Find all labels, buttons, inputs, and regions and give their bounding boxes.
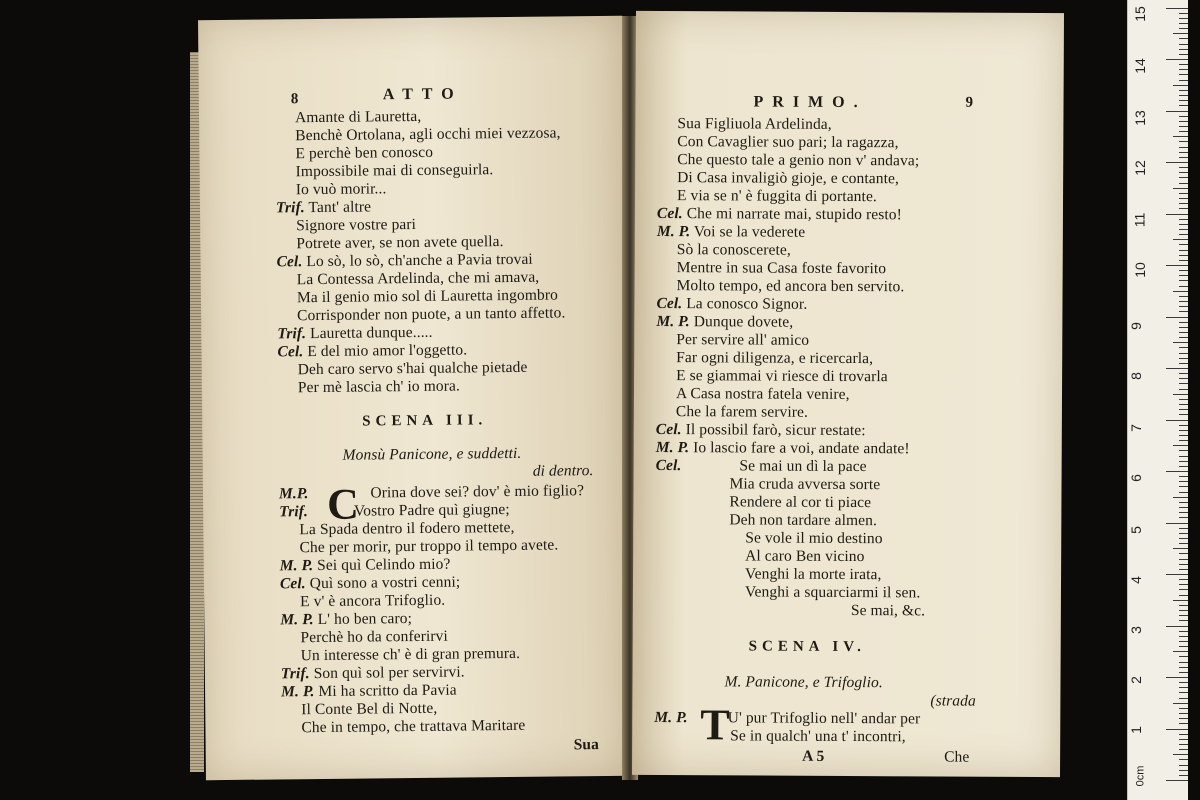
ruler-tick <box>1179 440 1188 441</box>
ruler-tick <box>1179 363 1188 364</box>
ruler-tick <box>1179 579 1188 580</box>
ruler-tick <box>1179 353 1188 354</box>
ruler-tick <box>1179 569 1188 570</box>
ruler-tick <box>1173 754 1188 755</box>
ruler-tick <box>1179 425 1188 426</box>
scene-title: SCENA III. <box>362 412 488 430</box>
ruler-tick <box>1166 162 1188 163</box>
ruler-tick <box>1179 636 1188 637</box>
ruler-tick <box>1179 584 1188 585</box>
ruler-tick <box>1179 358 1188 359</box>
ruler-tick <box>1179 620 1188 621</box>
ruler-tick <box>1179 646 1188 647</box>
ruler-label: 3 <box>1127 626 1144 634</box>
ruler-tick <box>1179 486 1188 487</box>
ruler-tick <box>1179 528 1188 529</box>
ruler-tick <box>1179 744 1188 745</box>
left-page <box>198 16 630 780</box>
ruler-tick <box>1179 234 1188 235</box>
text-line: Rendere al cor ti piace <box>729 493 872 512</box>
text-line: Sua Figliuola Ardelinda, <box>677 115 832 133</box>
ruler-tick <box>1179 378 1188 379</box>
ruler-tick <box>1179 183 1188 184</box>
ruler-tick <box>1179 198 1188 199</box>
ruler-tick <box>1179 177 1188 178</box>
ruler-tick <box>1179 682 1188 683</box>
ruler-tick <box>1179 100 1188 101</box>
ruler-tick <box>1179 44 1188 45</box>
catchword: Che <box>944 748 970 766</box>
ruler-tick <box>1166 626 1188 627</box>
text-line: E se giammai vi riesce di trovarla <box>676 367 888 386</box>
ruler-tick <box>1166 780 1188 781</box>
ruler-tick <box>1179 672 1188 673</box>
ruler-tick <box>1179 38 1188 39</box>
open-book <box>190 12 1070 782</box>
ruler-tick <box>1173 497 1188 498</box>
text-line: E v' è ancora Trifoglio. <box>300 591 446 611</box>
ruler-tick <box>1173 33 1188 34</box>
ruler-tick <box>1179 517 1188 518</box>
ruler-tick <box>1166 214 1188 215</box>
ruler-tick <box>1179 116 1188 117</box>
ruler-tick <box>1179 219 1188 220</box>
dropcap: C <box>326 479 360 529</box>
stage-direction: (strada <box>930 692 976 710</box>
text-line: Venghi a squarciarmi il sen. <box>744 583 921 602</box>
ruler-tick <box>1179 141 1188 142</box>
ruler-tick <box>1179 286 1188 287</box>
ruler-tick <box>1166 368 1188 369</box>
catchword: Sua <box>573 736 600 754</box>
ruler-tick <box>1179 23 1188 24</box>
ruler-tick <box>1166 420 1188 421</box>
ruler-tick <box>1179 605 1188 606</box>
text-line: Far ogni diligenza, e ricercarla, <box>676 349 874 368</box>
text-line: Cel. La conosco Signor. <box>656 294 808 313</box>
text-line: Cel. Che mi narrate mai, stupido resto! <box>656 204 902 224</box>
ruler-tick <box>1179 512 1188 513</box>
ruler-tick <box>1179 543 1188 544</box>
ruler-tick <box>1179 656 1188 657</box>
text-line: Perchè ho da conferirvi <box>300 627 448 647</box>
text-line: M. P. Mi ha scritto da Pavia <box>280 681 457 701</box>
ruler-tick <box>1179 322 1188 323</box>
ruler-tick <box>1179 90 1188 91</box>
ruler-tick <box>1173 85 1188 86</box>
text-line: Per servire all' amico <box>676 331 810 349</box>
ruler-tick <box>1179 589 1188 590</box>
ruler-tick <box>1179 595 1188 596</box>
text-line: Amante di Lauretta, <box>294 107 422 127</box>
ruler-tick <box>1179 167 1188 168</box>
ruler-tick <box>1179 456 1188 457</box>
ruler-tick <box>1179 105 1188 106</box>
ruler-tick <box>1179 476 1188 477</box>
ruler-tick <box>1179 765 1188 766</box>
ruler-tick <box>1179 54 1188 55</box>
ruler-tick <box>1179 373 1188 374</box>
ruler-tick <box>1179 502 1188 503</box>
ruler-tick <box>1179 224 1188 225</box>
ruler-tick <box>1179 708 1188 709</box>
text-line: Al caro Ben vicino <box>745 547 865 566</box>
text-line: M. P. U' pur Trifoglio nell' andar per <box>654 708 921 728</box>
ruler-label: 13 <box>1131 110 1148 126</box>
ruler-tick <box>1179 414 1188 415</box>
text-line: Molto tempo, ed ancora ben servito. <box>676 277 905 296</box>
text-line: E perchè ben conosco <box>295 143 434 163</box>
ruler-tick <box>1179 80 1188 81</box>
scene-title: SCENA IV. <box>748 638 866 656</box>
scene-cast: Monsù Panicone, e suddetti. <box>342 444 522 464</box>
ruler-tick <box>1179 255 1188 256</box>
text-line: Che questo tale a genio non v' andava; <box>677 151 920 170</box>
text-line: Cel. Quì sono a vostri cenni; <box>279 573 461 593</box>
text-line: Mentre in sua Casa foste favorito <box>676 259 887 278</box>
ruler-tick <box>1179 157 1188 158</box>
ruler-label: 4 <box>1127 576 1144 584</box>
ruler-tick <box>1179 718 1188 719</box>
ruler-tick <box>1179 260 1188 261</box>
ruler-tick <box>1166 677 1188 678</box>
text-line: Cel. Il possibil farò, sicur restate: <box>655 420 866 440</box>
text-line: Se vole il mio destino <box>745 529 883 548</box>
ruler-tick <box>1179 347 1188 348</box>
ruler-tick <box>1179 461 1188 462</box>
ruler-tick <box>1166 523 1188 524</box>
ruler-tick <box>1179 203 1188 204</box>
ruler-label: 7 <box>1127 424 1144 432</box>
text-line: M. P. Sei quì Celindo mio? <box>279 555 451 575</box>
ruler-label: 10 <box>1131 262 1148 278</box>
ruler-tick <box>1179 208 1188 209</box>
ruler-tick <box>1179 775 1188 776</box>
ruler-tick <box>1179 332 1188 333</box>
text-line: Deh caro servo s'hai qualche pietade <box>297 358 528 379</box>
ruler-tick <box>1166 729 1188 730</box>
text-line: Impossibile mai di conseguirla. <box>295 161 494 181</box>
text-line: M. P. L' ho ben caro; <box>280 610 413 629</box>
left-page-number: 8 <box>290 91 299 108</box>
text-line: Per mè lascia ch' io mora. <box>297 377 461 397</box>
text-line: E via se n' è fuggita di portante. <box>676 187 877 206</box>
ruler-tick <box>1173 703 1188 704</box>
ruler-tick <box>1179 121 1188 122</box>
ruler-tick <box>1173 188 1188 189</box>
ruler-tick <box>1179 69 1188 70</box>
ruler-tick <box>1179 435 1188 436</box>
scene-cast: M. Panicone, e Trifoglio. <box>724 673 883 692</box>
ruler-tick <box>1179 481 1188 482</box>
ruler-tick <box>1173 136 1188 137</box>
ruler-tick <box>1173 342 1188 343</box>
ruler-label: 8 <box>1127 372 1144 380</box>
text-line: Trif. Tant' altre <box>275 198 372 217</box>
ruler-tick <box>1173 291 1188 292</box>
ruler-tick <box>1179 759 1188 760</box>
ruler-tick <box>1179 126 1188 127</box>
ruler-label: 9 <box>1127 322 1144 330</box>
ruler-unit-label: 0cm <box>1134 765 1147 787</box>
ruler-tick <box>1179 692 1188 693</box>
ruler-tick <box>1179 739 1188 740</box>
ruler-tick <box>1179 662 1188 663</box>
text-line: Con Cavaglier suo pari; la ragazza, <box>677 133 899 152</box>
ruler-tick <box>1179 229 1188 230</box>
ruler-tick <box>1179 610 1188 611</box>
right-page <box>632 11 1064 777</box>
right-page-number: 9 <box>965 94 974 111</box>
ruler-tick <box>1179 49 1188 50</box>
ruler-tick <box>1179 538 1188 539</box>
ruler-tick <box>1179 131 1188 132</box>
ruler-tick <box>1179 270 1188 271</box>
ruler-tick <box>1179 667 1188 668</box>
ruler-tick <box>1166 265 1188 266</box>
text-line: M. P. Dunque dovete, <box>656 312 794 331</box>
ruler-tick <box>1179 327 1188 328</box>
right-running-head: PRIMO. <box>753 93 867 112</box>
text-line: La Spada dentro il fodero mettete, <box>299 518 515 539</box>
ruler-tick <box>1173 239 1188 240</box>
ruler-tick <box>1173 600 1188 601</box>
ruler-label: 11 <box>1131 212 1148 228</box>
text-line: Venghi la morte irata, <box>745 565 882 584</box>
text-line: Io vuò morir... <box>295 180 387 199</box>
ruler-tick <box>1179 152 1188 153</box>
ruler-tick <box>1179 18 1188 19</box>
dropcap: T <box>700 700 730 750</box>
ruler-tick <box>1179 430 1188 431</box>
ruler-tick <box>1179 28 1188 29</box>
ruler-label: 15 <box>1131 6 1148 22</box>
ruler-tick <box>1179 383 1188 384</box>
text-line: M. P. Io lascio fare a voi, andate andate! <box>655 438 910 458</box>
ruler-tick <box>1173 651 1188 652</box>
ruler-tick <box>1179 311 1188 312</box>
ruler-tick <box>1179 389 1188 390</box>
text-line: Trif. Lauretta dunque..... <box>277 323 433 343</box>
ruler-tick <box>1179 713 1188 714</box>
ruler-tick <box>1179 698 1188 699</box>
ruler-tick <box>1179 74 1188 75</box>
text-line: Di Casa invaligiò gioje, e contante, <box>677 169 900 188</box>
ruler-tick <box>1179 301 1188 302</box>
ruler-tick <box>1179 244 1188 245</box>
text-line: Benchè Ortolana, agli occhi miei vezzosa, <box>295 124 561 145</box>
ruler-tick <box>1179 770 1188 771</box>
ruler-tick <box>1179 553 1188 554</box>
text-line: M.P. Orina dove sei? dov' è mio figlio? <box>278 482 585 503</box>
ruler-label: 2 <box>1127 676 1144 684</box>
ruler-tick <box>1179 734 1188 735</box>
signature-mark: A 5 <box>802 747 825 765</box>
text-line: Deh non tardare almen. <box>729 511 878 530</box>
text-line: Mia cruda avversa sorte <box>729 475 881 494</box>
text-line: Potrete aver, se non avete quella. <box>296 233 504 253</box>
ruler-tick <box>1179 306 1188 307</box>
text-line: Corrisponder non puote, a un tanto affetto. <box>297 304 566 325</box>
left-running-head: ATTO <box>382 85 463 104</box>
ruler-tick <box>1166 317 1188 318</box>
ruler-tick <box>1179 399 1188 400</box>
text-line: La Contessa Ardelinda, che mi amava, <box>296 268 540 289</box>
text-line: Trif. Vostro Padre quì giugne; <box>279 501 510 521</box>
ruler-tick <box>1179 450 1188 451</box>
ruler-tick <box>1179 250 1188 251</box>
ruler-label: 14 <box>1131 58 1148 74</box>
ruler-tick <box>1179 296 1188 297</box>
ruler-tick <box>1179 466 1188 467</box>
ruler-tick <box>1179 615 1188 616</box>
text-line: Cel. Se mai un dì la pace <box>655 456 867 476</box>
text-line: Ma il genio mio sol di Lauretta ingombro <box>296 286 559 307</box>
ruler-tick <box>1179 749 1188 750</box>
ruler-tick <box>1179 559 1188 560</box>
text-line: Sò la conoscerete, <box>676 241 791 259</box>
ruler-tick <box>1166 59 1188 60</box>
text-line: Che per morir, pur troppo il tempo avete. <box>299 536 559 557</box>
text-line: Cel. E del mio amor l'oggetto. <box>277 341 468 361</box>
ruler-tick <box>1173 548 1188 549</box>
stage-direction: di dentro. <box>532 462 594 480</box>
ruler-tick <box>1179 641 1188 642</box>
ruler-tick <box>1179 409 1188 410</box>
ruler-tick <box>1166 8 1188 9</box>
ruler-tick <box>1179 564 1188 565</box>
text-line: Un interesse ch' è di gran premura. <box>300 644 521 665</box>
ruler-tick <box>1173 394 1188 395</box>
text-line: Che in tempo, che trattava Maritare <box>301 716 526 737</box>
text-line: Che la farem servire. <box>675 403 809 421</box>
text-line: A Casa nostra fatela venire, <box>675 385 850 404</box>
ruler-tick <box>1179 492 1188 493</box>
ruler-tick <box>1179 147 1188 148</box>
measuring-ruler <box>1127 0 1188 800</box>
text-line: Il Conte Bel di Notte, <box>301 699 438 719</box>
ruler-label: 1 <box>1127 726 1144 734</box>
ruler-tick <box>1179 64 1188 65</box>
ruler-tick <box>1179 631 1188 632</box>
ruler-tick <box>1179 275 1188 276</box>
ruler-tick <box>1173 445 1188 446</box>
text-line: M. P. Voi se la vederete <box>656 222 806 241</box>
ruler-tick <box>1166 574 1188 575</box>
ruler-tick <box>1179 723 1188 724</box>
ruler-label: 5 <box>1127 526 1144 534</box>
ruler-tick <box>1179 404 1188 405</box>
text-line: Trif. Son quì sol per servirvi. <box>280 663 465 683</box>
ruler-tick <box>1179 280 1188 281</box>
ruler-tick <box>1166 471 1188 472</box>
ruler-label: 12 <box>1131 160 1148 176</box>
ruler-tick <box>1166 111 1188 112</box>
text-line: Se mai, &c. <box>850 602 926 620</box>
ruler-tick <box>1179 533 1188 534</box>
ruler-tick <box>1179 507 1188 508</box>
ruler-tick <box>1179 687 1188 688</box>
ruler-tick <box>1179 13 1188 14</box>
text-line: Se in qualch' una t' incontri, <box>730 727 906 746</box>
text-line: Cel. Lo sò, lo sò, ch'anche a Pavia trovai <box>276 250 533 271</box>
ruler-tick <box>1179 172 1188 173</box>
ruler-tick <box>1179 337 1188 338</box>
ruler-tick <box>1179 95 1188 96</box>
ruler-label: 6 <box>1127 474 1144 482</box>
ruler-tick <box>1179 193 1188 194</box>
text-line: Signore vostre pari <box>296 215 417 235</box>
